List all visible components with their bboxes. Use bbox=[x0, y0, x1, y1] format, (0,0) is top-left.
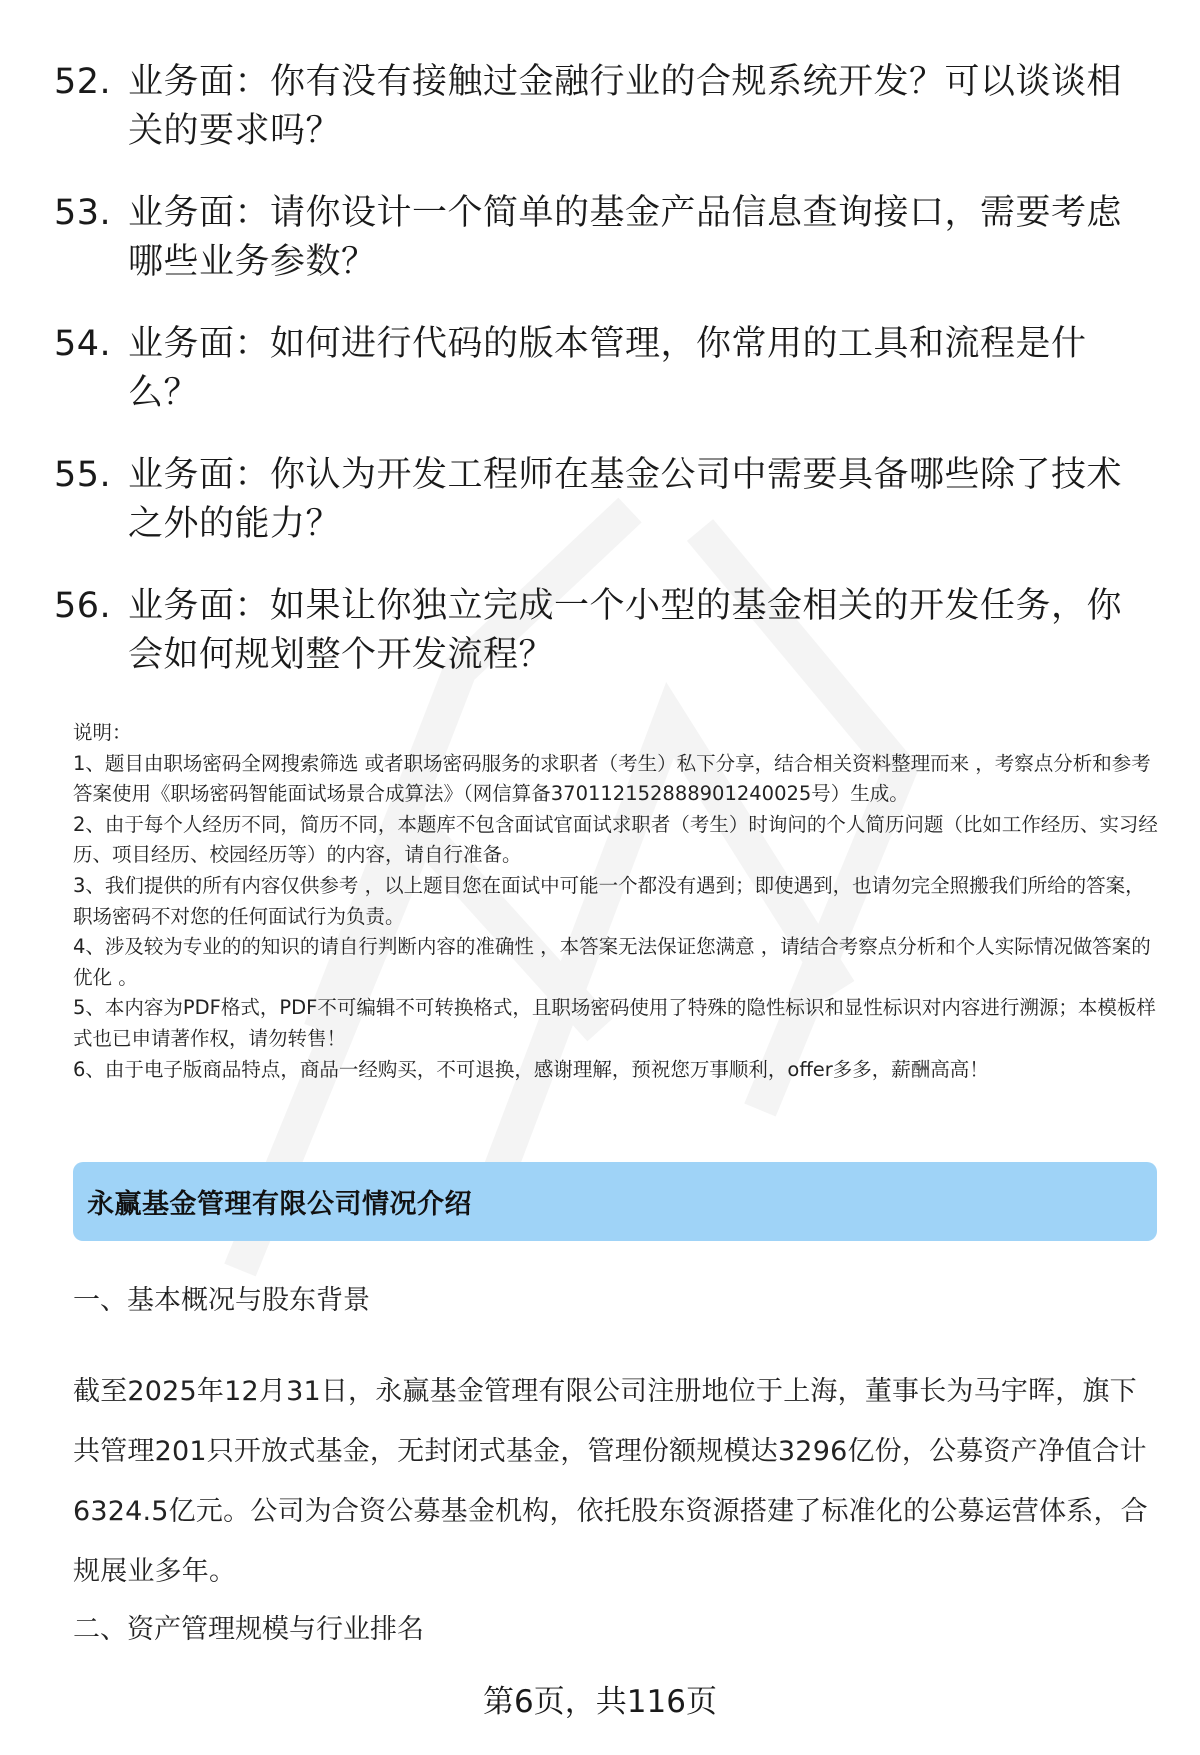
question-list bbox=[0, 58, 1200, 713]
question-text: 业务面：如果让你独立完成一个小型的基金相关的开发任务，你会如何规划整个开发流程？ bbox=[128, 586, 1123, 675]
section-heading-aum-ranking: 二、资产管理规模与行业排名 bbox=[73, 1614, 424, 1645]
question-number: 53. bbox=[54, 193, 112, 233]
note-item: 3、我们提供的所有内容仅供参考 ，以上题目您在面试中可能一个都没有遇到；即使遇到，也请勿完全照搬我们所给的答案，职场密码不对您的任何面试行为负责。 bbox=[73, 873, 1145, 928]
question-number: 52. bbox=[54, 62, 112, 102]
question-item bbox=[0, 582, 1200, 680]
company-section-banner bbox=[73, 1162, 1157, 1241]
question-item bbox=[0, 189, 1200, 287]
question-text: 业务面：请你设计一个简单的基金产品信息查询接口，需要考虑哪些业务参数？ bbox=[128, 193, 1123, 282]
section-heading-basic-overview: 一、基本概况与股东背景 bbox=[73, 1285, 370, 1316]
question-number: 54. bbox=[54, 324, 112, 364]
question-item bbox=[0, 451, 1200, 549]
note-item: 2、由于每个人经历不同，简历不同，本题库不包含面试官面试求职者（考生）时询问的个人简历问题（比如工作经历、实习经历、项目经历、校园经历等）的内容，请自行准备。 bbox=[73, 812, 1158, 867]
company-section-title: 永赢基金管理有限公司情况介绍 bbox=[87, 1189, 472, 1220]
notes-title: 说明： bbox=[73, 721, 132, 744]
page-number: 第6页，共116页 bbox=[483, 1684, 717, 1720]
question-number: 56. bbox=[54, 586, 112, 626]
note-item: 6、由于电子版商品特点，商品一经购买，不可退换，感谢理解，预祝您万事顺利，offer多多，薪酬高高！ bbox=[73, 1057, 989, 1081]
question-text: 业务面：你有没有接触过金融行业的合规系统开发？可以谈谈相关的要求吗？ bbox=[128, 62, 1123, 151]
question-text: 业务面：如何进行代码的版本管理，你常用的工具和流程是什么？ bbox=[128, 324, 1087, 413]
disclaimer-notes bbox=[73, 718, 1158, 1085]
question-item bbox=[0, 58, 1200, 156]
note-item: 4、涉及较为专业的的知识的请自行判断内容的准确性 ，本答案无法保证您满意 ，请结合考察点分析和个人实际情况做答案的优化 。 bbox=[73, 935, 1151, 989]
company-overview-paragraph: 截至2025年12月31日，永赢基金管理有限公司注册地位于上海，董事长为马宇晖，旗下共管理201只开放式基金，无封闭式基金，管理份额规模达3296亿份，公募资产净值合计6324.5亿元。公司为合资公募基金机构，依托股东资源搭建了标准化的公募运营体系，合规展业多年。 bbox=[73, 1376, 1148, 1587]
question-number: 55. bbox=[54, 455, 112, 495]
note-item: 5、本内容为PDF格式，PDF不可编辑不可转换格式，且职场密码使用了特殊的隐性标识和显性标识对内容进行溯源；本模板样式也已申请著作权，请勿转售！ bbox=[73, 996, 1156, 1050]
note-item: 1、题目由职场密码全网搜索筛选 或者职场密码服务的求职者（考生）私下分享，结合相关资料整理而来 ，考察点分析和参考答案使用《职场密码智能面试场景合成算法》（网信算备370112152888901240025号）生成。 bbox=[73, 751, 1151, 806]
question-item bbox=[0, 320, 1200, 418]
question-text: 业务面：你认为开发工程师在基金公司中需要具备哪些除了技术之外的能力？ bbox=[128, 455, 1123, 544]
